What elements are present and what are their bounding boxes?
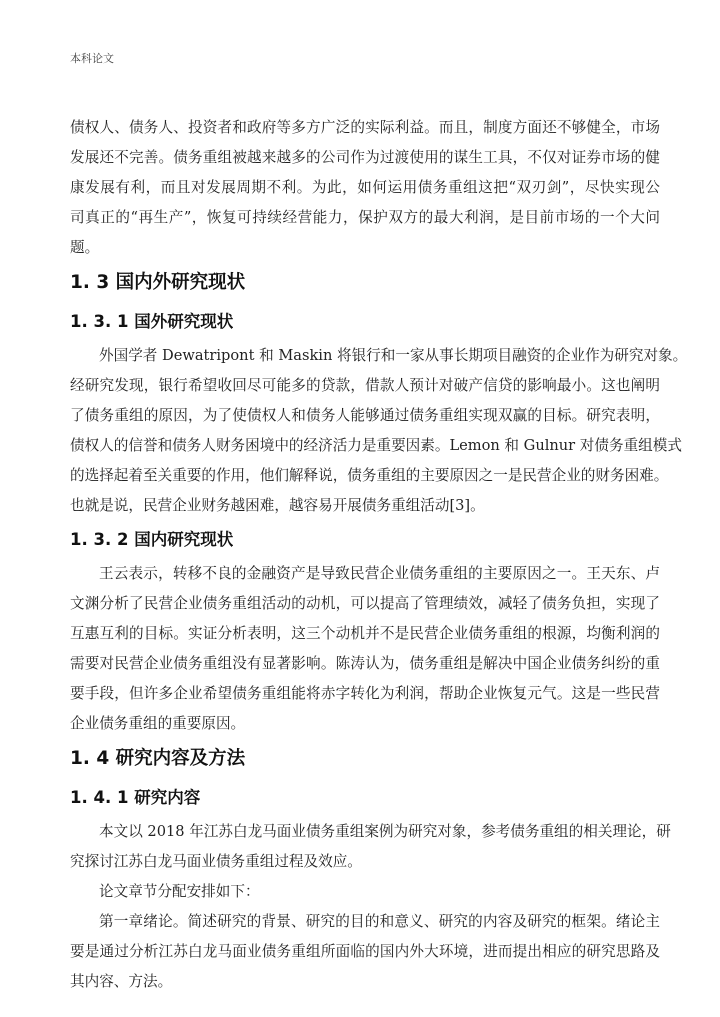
section-heading: 1. 3 国内外研究现状 [70, 272, 246, 293]
text-line: 了债务重组的原因，为了使债权人和债务人能够通过债务重组实现双赢的目标。研究表明， [70, 407, 660, 424]
text-line: 也就是说，民营企业财务越困难，越容易开展债务重组活动[3]。 [70, 497, 485, 514]
text-line: 互惠互利的目标。实证分析表明，这三个动机并不是民营企业债务重组的根源，均衡利润的 [70, 625, 660, 642]
paragraph [70, 877, 660, 907]
running-header: 本科论文 [70, 52, 114, 65]
paragraph [70, 907, 660, 997]
text-line: 第一章绪论。简述研究的背景、研究的目的和意义、研究的内容及研究的框架。绪论主 [99, 913, 660, 930]
document-body [70, 113, 688, 997]
subsection-heading: 1. 4. 1 研究内容 [70, 788, 201, 807]
text-line: 题。 [70, 239, 100, 256]
text-line: 需要对民营企业债务重组没有显著影响。陈涛认为，债务重组是解决中国企业债务纠纷的重 [70, 655, 660, 672]
text-line: 发展还不完善。债务重组被越来越多的公司作为过渡使用的谋生工具，不仅对证券市场的健 [70, 149, 660, 166]
text-line: 债权人、债务人、投资者和政府等多方广泛的实际利益。而且，制度方面还不够健全，市场 [70, 119, 660, 136]
text-line: 王云表示，转移不良的金融资产是导致民营企业债务重组的主要原因之一。王天东、卢 [99, 565, 660, 582]
text-line: 债权人的信誉和债务人财务困境中的经济活力是重要因素。Lemon 和 Gulnur 对债务重组模式 [70, 437, 682, 454]
text-line: 论文章节分配安排如下： [99, 883, 260, 900]
section-heading: 1. 4 研究内容及方法 [70, 748, 246, 769]
paragraph [70, 113, 660, 263]
text-line: 外国学者 Dewatripont 和 Maskin 将银行和一家从事长期项目融资的企业作为研究对象。 [99, 347, 688, 364]
paragraph [70, 559, 660, 739]
paragraph [70, 817, 671, 877]
text-line: 经研究发现，银行希望收回尽可能多的贷款，借款人预计对破产信贷的影响最小。这也阐明 [70, 377, 660, 394]
subsection-heading: 1. 3. 1 国外研究现状 [70, 312, 234, 331]
text-line: 企业债务重组的重要原因。 [70, 715, 246, 732]
text-line: 的选择起着至关重要的作用，他们解释说，债务重组的主要原因之一是民营企业的财务困难。 [70, 467, 669, 484]
text-line: 究探讨江苏白龙马面业债务重组过程及效应。 [70, 853, 362, 870]
text-line: 要是通过分析江苏白龙马面业债务重组所面临的国内外大环境，进而提出相应的研究思路及 [70, 943, 660, 960]
text-line: 本文以 2018 年江苏白龙马面业债务重组案例为研究对象，参考债务重组的相关理论，研 [99, 823, 671, 840]
text-line: 要手段，但许多企业希望债务重组能将赤字转化为利润，帮助企业恢复元气。这是一些民营 [70, 685, 660, 702]
text-line: 其内容、方法。 [70, 973, 173, 990]
text-line: 文渊分析了民营企业债务重组活动的动机，可以提高了管理绩效，减轻了债务负担，实现了 [70, 595, 660, 612]
text-line: 司真正的“再生产”，恢复可持续经营能力，保护双方的最大利润，是目前市场的一个大问 [70, 209, 660, 226]
paragraph [70, 341, 688, 521]
text-line: 康发展有利，而且对发展周期不利。为此，如何运用债务重组这把“双刃剑”，尽快实现公 [70, 179, 660, 196]
subsection-heading: 1. 3. 2 国内研究现状 [70, 530, 234, 549]
